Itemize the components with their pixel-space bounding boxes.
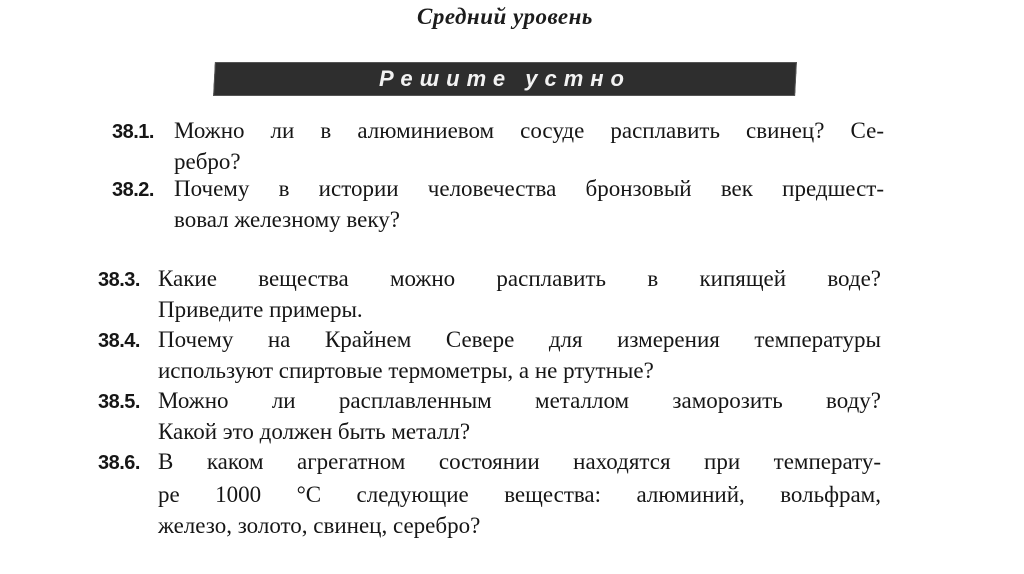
task-text-line: Какой это должен быть металл? — [158, 419, 471, 444]
task-text-line: Можно ли расплавленным металлом заморозить воду? — [158, 388, 881, 413]
task-text-line: Какие вещества можно расплавить в кипящей воде? — [158, 266, 881, 291]
task-text-line: ре 1000 °С следующие вещества: алюминий, вольфрам, — [158, 482, 881, 507]
task-text-line: железо, золото, свинец, серебро? — [158, 513, 481, 538]
task-number: 38.4. — [98, 330, 140, 352]
task-number: 38.6. — [98, 452, 140, 474]
task-number: 38.3. — [98, 269, 140, 291]
task-number: 38.1. — [112, 121, 154, 143]
task-text-line: Почему на Крайнем Севере для измерения температуры — [158, 327, 881, 352]
banner-title: Решите устно — [379, 66, 631, 91]
task-text-line: используют спиртовые термометры, а не ртутные? — [158, 358, 654, 383]
section-level-title: Средний уровень — [417, 4, 593, 29]
task-38-6 — [98, 446, 888, 542]
task-number: 38.5. — [98, 391, 140, 413]
task-text-line: вовал железному веку? — [174, 207, 400, 232]
task-text-line: Можно ли в алюминиевом сосуде расплавить свинец? Се- — [174, 118, 884, 143]
task-text-line: ребро? — [174, 149, 241, 174]
task-38-4 — [98, 324, 888, 386]
task-text-line: Приведите примеры. — [158, 297, 363, 322]
task-number: 38.2. — [112, 179, 154, 201]
task-38-5 — [98, 385, 888, 447]
task-text-line: В каком агрегатном состоянии находятся при температу- — [158, 449, 881, 474]
task-38-3 — [98, 263, 888, 325]
task-38-2 — [112, 173, 892, 235]
task-38-1 — [112, 115, 892, 177]
task-text-line: Почему в истории человечества бронзовый век предшест- — [174, 176, 884, 201]
